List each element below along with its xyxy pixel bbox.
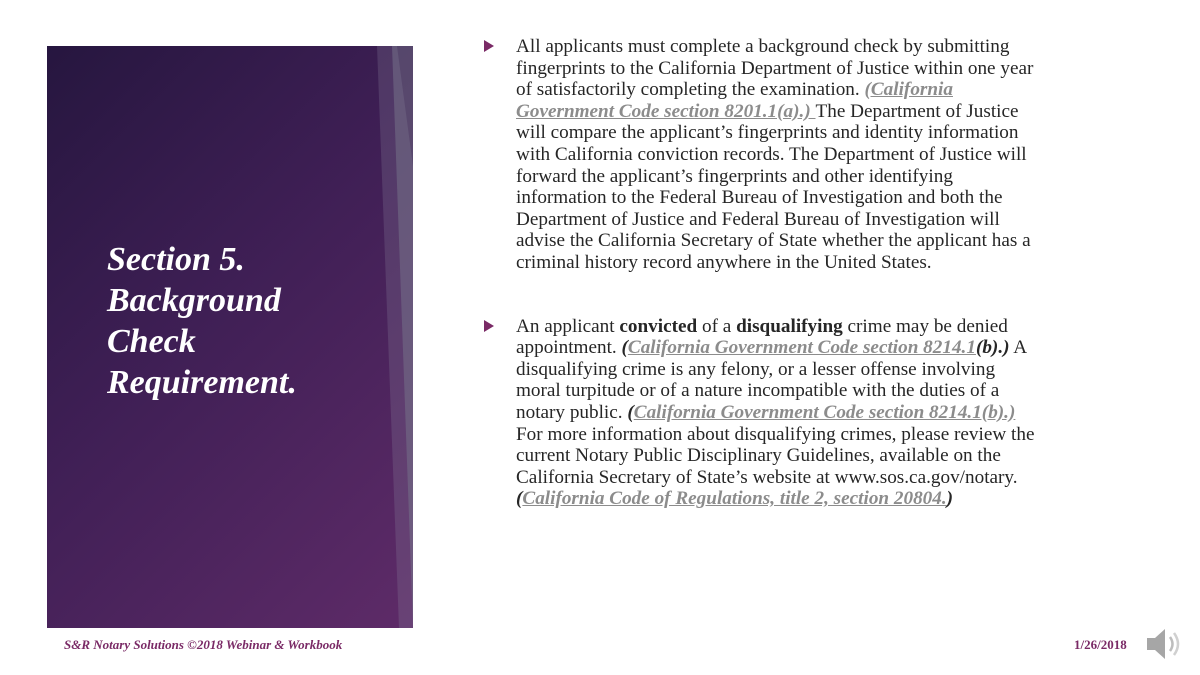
triangle-bullet-icon <box>484 40 494 52</box>
text-run: of a <box>697 315 737 337</box>
citation-link[interactable]: (California Government Code section 8201.1(a).) <box>516 79 953 122</box>
text-run: ) <box>946 488 954 510</box>
text-run: crime may be denied appointment. <box>516 315 1008 359</box>
text-run: ( <box>621 337 628 359</box>
title-line: Background <box>107 282 281 319</box>
title-line: Requirement. <box>107 364 297 401</box>
citation-link[interactable]: California Code of Regulations, title 2, section 20804. <box>522 488 947 510</box>
citation-link[interactable]: California Government Code section 8214.1(b).) <box>633 401 1016 423</box>
text-run: An applicant <box>516 315 620 337</box>
emphasis-text: convicted <box>619 315 698 337</box>
bullet-text <box>516 316 1034 510</box>
emphasis-text: disqualifying <box>736 315 843 337</box>
text-run: ( <box>516 488 523 510</box>
text-run: (b).) <box>975 337 1010 359</box>
bullet-background-check <box>484 36 1044 274</box>
triangle-bullet-icon <box>484 320 494 332</box>
title-line: Section 5. <box>107 241 245 278</box>
citation-link[interactable]: California Government Code section 8214.1 <box>627 337 976 359</box>
text-run: ( <box>627 401 634 423</box>
bullet-text <box>516 36 1033 273</box>
text-run: All applicants must complete a background check by submitting fingerprints to the California Department of Justice within one year of satisfactorily completing the examination. <box>516 36 1034 101</box>
slide-title <box>107 239 387 403</box>
title-panel <box>47 46 413 628</box>
text-run: A disqualifying crime is any felony, or a lesser offense involving moral turpitude or of a nature incompatible with the duties of a notary public. <box>516 337 1027 423</box>
footer-date: 1/26/2018 <box>1074 637 1127 652</box>
text-run: The Department of Justice will compare the applicant’s fingerprints and identity information with California conviction records. The Department of Justice will forward the applicant’s fingerprints and other identifying information to the Federal Bureau of Investigation and both the Department of Justice and Federal Bureau of Investigation will advise the California Secretary of State whether the applicant has a criminal history record anywhere in the United States. <box>516 100 1031 273</box>
title-line: Check <box>107 323 196 360</box>
text-run: For more information about disqualifying crimes, please review the current Notary Public Disciplinary Guidelines, available on the California Secretary of State’s website at www.sos.ca.gov/notary. <box>516 423 1035 488</box>
bullet-list <box>484 36 1044 510</box>
speaker-icon[interactable] <box>1144 625 1184 663</box>
bullet-disqualifying-crime <box>484 316 1044 510</box>
footer-copyright: S&R Notary Solutions ©2018 Webinar & Workbook <box>64 637 343 652</box>
